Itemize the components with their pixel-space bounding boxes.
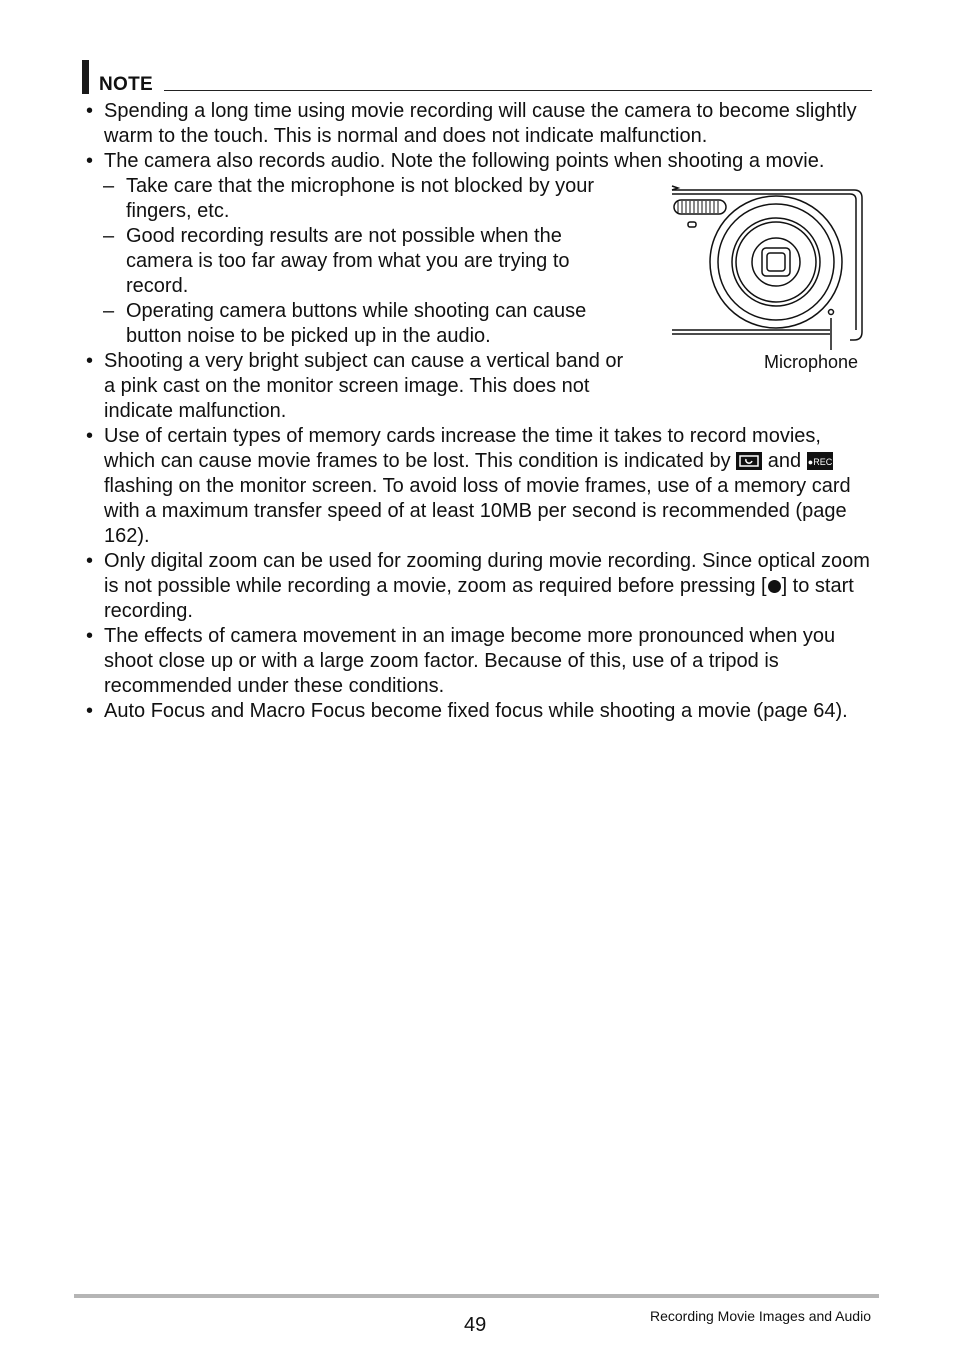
footer-rule — [74, 1294, 879, 1298]
rec-icon-label: ●REC — [807, 457, 832, 467]
record-button-icon — [768, 580, 781, 593]
page-number: 49 — [464, 1314, 487, 1336]
bullet-item: • Auto Focus and Macro Focus become fixed focus while shooting a movie (page 64). — [86, 699, 876, 724]
bullet-text: flashing on the monitor screen. To avoid loss of movie frames, use of a memory card with a maximum transfer speed of at least 10MB per second is recommended (page 162). — [104, 475, 851, 547]
sub-point: – Operating camera buttons while shooting can cause button noise to be picked up in the audio. — [86, 299, 621, 349]
note-header — [82, 60, 872, 94]
bullet-text: Only digital zoom can be used for zooming during movie recording. Since optical zoom is not possible while recording a movie, zoom as required before pressing [ — [104, 550, 870, 597]
memory-warning-icon — [736, 452, 762, 470]
note-rule — [164, 90, 872, 91]
bullet-item — [86, 424, 876, 549]
bullet-item: • The camera also records audio. Note the following points when shooting a movie. — [86, 149, 876, 174]
camera-illustration — [664, 180, 868, 350]
sub-point: – Good recording results are not possible when the camera is too far away from what you are trying to record. — [86, 224, 621, 299]
note-bar — [82, 60, 89, 94]
note-label: NOTE — [99, 74, 153, 95]
sub-point: – Take care that the microphone is not blocked by your fingers, etc. — [86, 174, 621, 224]
bullet-item: • The effects of camera movement in an image become more pronounced when you shoot close up or with a large zoom factor. Because of this, use of a tripod is recommended under these conditions. — [86, 624, 876, 699]
bullet-text: and — [767, 450, 802, 472]
bullet-text: ] to start recording. — [104, 575, 854, 622]
footer-section-title: Recording Movie Images and Audio — [649, 1308, 871, 1324]
bullet-item: • Shooting a very bright subject can cause a vertical band or a pink cast on the monitor screen image. This does not indicate malfunction. — [86, 349, 639, 424]
bullet-text: Use of certain types of memory cards increase the time it takes to record movies, which can cause movie frames to be lost. This condition is indicated by — [104, 425, 821, 472]
bullet-item: • Spending a long time using movie recording will cause the camera to become slightly warm to the touch. This is normal and does not indicate malfunction. — [86, 99, 876, 149]
bullet-item — [86, 549, 876, 624]
rec-icon — [807, 452, 833, 470]
microphone-caption: Microphone — [764, 352, 859, 372]
